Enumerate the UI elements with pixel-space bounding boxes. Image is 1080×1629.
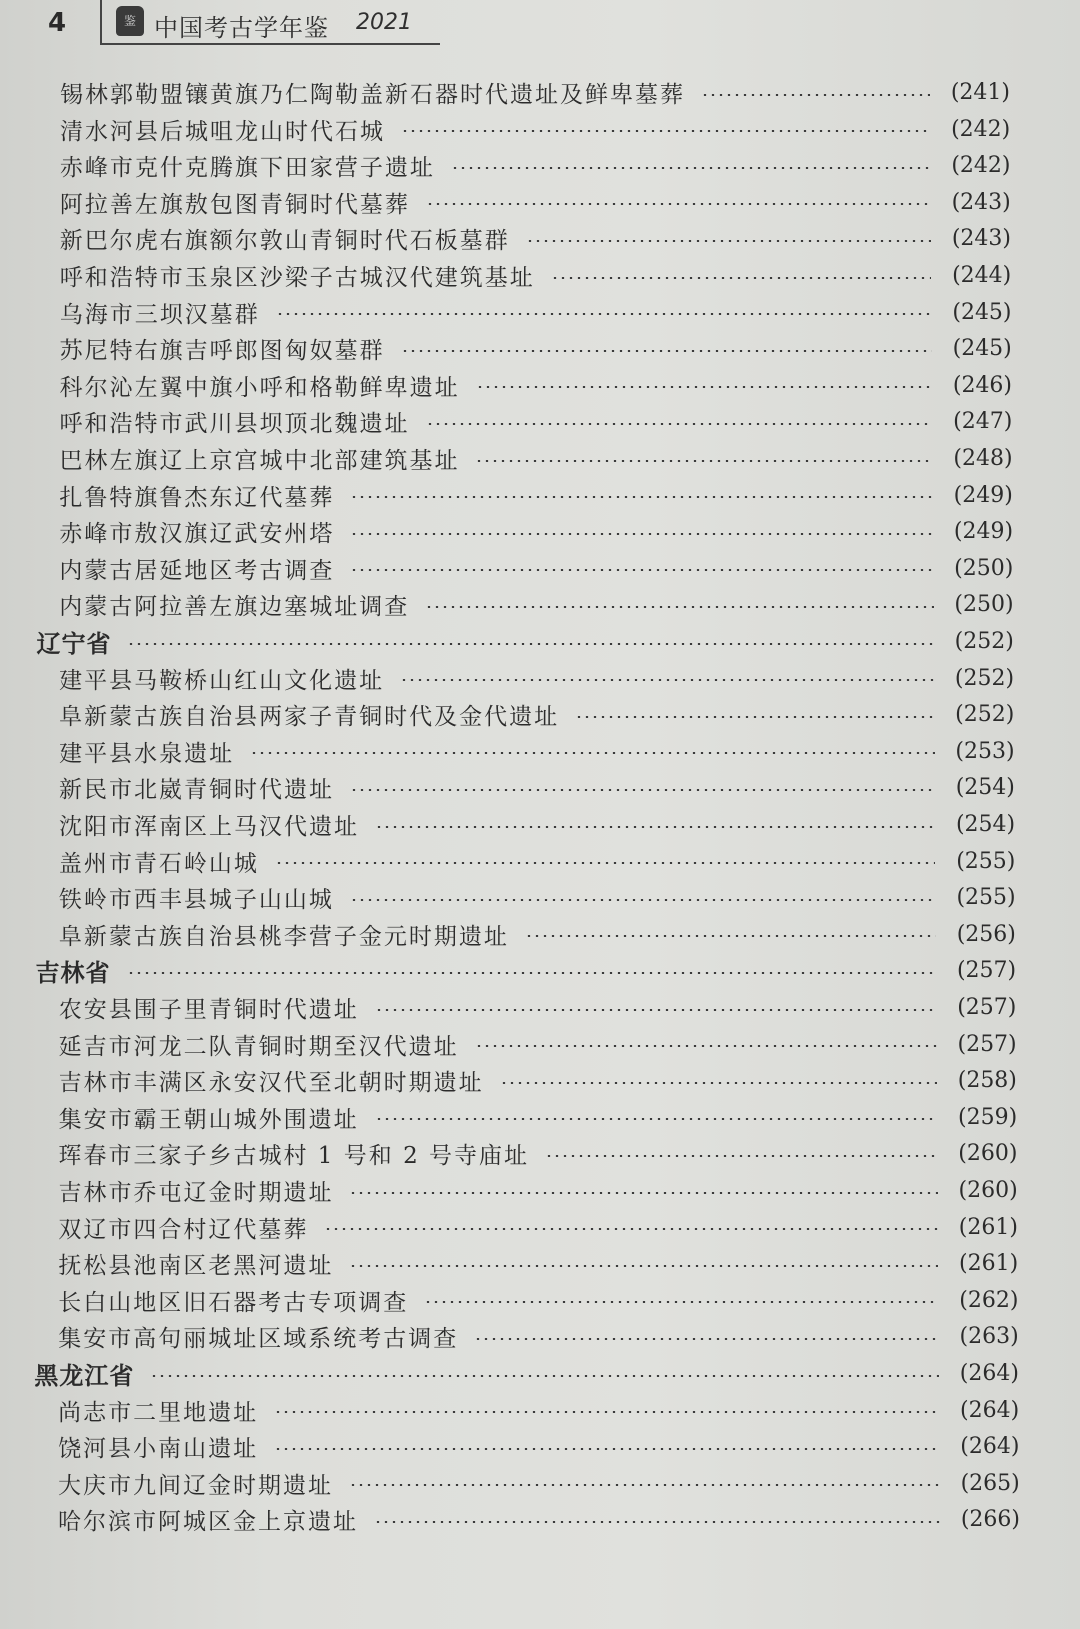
toc-page-number: (252)	[955, 702, 1015, 728]
toc-leader-dots	[349, 1484, 940, 1486]
toc-entry-title: 新巴尔虎右旗额尔敦山青铜时代石板墓群	[59, 228, 510, 255]
toc-entry-title: 赤峰市克什克腾旗下田家营子遗址	[59, 155, 435, 182]
toc-entry-title: 珲春市三家子乡古城村 1 号和 2 号寺庙址	[58, 1143, 530, 1170]
toc-entry-title: 大庆市九间辽金时期遗址	[58, 1472, 334, 1499]
toc-page-number: (257)	[957, 1031, 1017, 1057]
yearbook-year: 2021	[356, 10, 412, 35]
toc-entry-row	[58, 1282, 1018, 1319]
emblem-text: 鉴	[123, 14, 136, 28]
toc-page-number: (260)	[958, 1141, 1018, 1167]
toc-entry-row	[58, 1465, 1020, 1502]
toc-leader-dots	[275, 862, 935, 864]
toc-entry-row	[60, 257, 1012, 294]
toc-page-number: (242)	[951, 116, 1011, 142]
toc-leader-dots	[127, 643, 933, 645]
toc-entry-title: 哈尔滨市阿城区金上京遗址	[58, 1509, 358, 1536]
toc-leader-dots	[324, 1228, 938, 1230]
toc-leader-dots	[701, 94, 930, 96]
toc-entry-title: 双辽市四合村辽代墓葬	[58, 1216, 309, 1243]
toc-page-number: (252)	[954, 629, 1014, 654]
toc-entry-title: 科尔沁左翼中旗小呼和格勒鲜卑遗址	[59, 374, 460, 401]
toc-leader-dots	[350, 496, 932, 498]
toc-entry-row	[58, 1209, 1018, 1246]
toc-leader-dots	[401, 130, 930, 132]
toc-page-number: (249)	[953, 519, 1014, 545]
toc-entry-title: 赤峰市敖汉旗辽武安州塔	[59, 521, 335, 548]
toc-entry-row	[59, 879, 1016, 916]
toc-page-number: (258)	[957, 1068, 1017, 1094]
toc-page-number: (244)	[952, 263, 1012, 288]
toc-entry-title: 吉林市丰满区永安汉代至北朝时期遗址	[58, 1070, 484, 1097]
toc-entry-title: 锡林郭勒盟镶黄旗乃仁陶勒盖新石器时代遗址及鲜卑墓葬	[60, 82, 685, 108]
toc-leader-dots	[276, 313, 932, 315]
toc-page-number: (242)	[951, 153, 1011, 179]
toc-page-number: (255)	[956, 885, 1016, 911]
toc-entry-row	[58, 1245, 1018, 1282]
toc-entry-row	[59, 440, 1012, 477]
toc-page-number: (254)	[955, 775, 1015, 801]
toc-page-number: (264)	[960, 1397, 1020, 1423]
toc-page-number: (250)	[954, 592, 1014, 618]
toc-entry-row	[59, 1099, 1018, 1136]
toc-entry-row	[58, 1318, 1018, 1355]
toc-entry-row	[59, 586, 1013, 623]
toc-leader-dots	[575, 716, 934, 718]
toc-section-title: 吉林省	[35, 959, 111, 988]
toc-page-number: (248)	[953, 446, 1013, 471]
toc-leader-dots	[474, 1338, 938, 1340]
toc-section-title: 黑龙江省	[34, 1362, 135, 1390]
toc-page-number: (245)	[952, 336, 1012, 362]
toc-entry-title: 内蒙古阿拉善左旗边塞城址调查	[59, 594, 410, 621]
toc-page-number: (243)	[951, 226, 1011, 252]
toc-leader-dots	[545, 1155, 937, 1157]
toc-entry-row	[59, 989, 1017, 1026]
toc-leader-dots	[350, 899, 936, 901]
toc-entry-title: 吉林市乔屯辽金时期遗址	[58, 1180, 334, 1206]
toc-leader-dots	[400, 679, 934, 681]
toc-leader-dots	[401, 350, 932, 352]
toc-page-number: (260)	[958, 1178, 1018, 1203]
toc-leader-dots	[424, 1301, 938, 1303]
toc-page-number: (249)	[953, 482, 1013, 508]
page-number: 4	[48, 8, 67, 38]
toc-page-number: (255)	[956, 848, 1016, 874]
toc-entry-title: 内蒙古居延地区考古调查	[59, 557, 335, 584]
toc-entry-row	[59, 916, 1016, 953]
toc-entry-row	[59, 513, 1013, 550]
header-vertical-rule	[100, 0, 102, 44]
toc-page-number: (264)	[960, 1434, 1020, 1460]
toc-leader-dots	[150, 1375, 939, 1377]
toc-page-number: (243)	[951, 189, 1011, 215]
toc-entry-row	[60, 403, 1013, 440]
toc-entry-title: 集安市高句丽城址区域系统考古调查	[58, 1326, 459, 1353]
toc-leader-dots	[475, 1045, 937, 1047]
toc-entry-title: 乌海市三坝汉墓群	[59, 301, 260, 328]
toc-leader-dots	[526, 240, 931, 242]
toc-page-number: (257)	[956, 958, 1017, 984]
toc-leader-dots	[525, 935, 936, 937]
toc-entry-row	[60, 147, 1011, 184]
toc-leader-dots	[127, 972, 937, 974]
toc-entry-row	[59, 1026, 1017, 1063]
toc-page-number: (245)	[952, 299, 1012, 325]
toc-leader-dots	[475, 460, 932, 462]
toc-entry-row	[60, 111, 1010, 148]
toc-entry-row	[58, 1501, 1020, 1538]
toc-entry-title: 尚志市二里地遗址	[58, 1399, 259, 1426]
toc-entry-row	[58, 1428, 1019, 1465]
toc-entry-title: 阜新蒙古族自治县桃李营子金元时期遗址	[58, 923, 509, 950]
toc-entry-row	[60, 294, 1012, 331]
toc-entry-row	[59, 1062, 1017, 1099]
toc-entry-title: 饶河县小南山遗址	[58, 1436, 259, 1463]
toc-leader-dots	[350, 533, 933, 535]
toc-page-number: (262)	[959, 1287, 1019, 1313]
toc-page-number: (264)	[959, 1361, 1019, 1386]
toc-entry-row	[60, 184, 1011, 221]
toc-section-title: 辽宁省	[36, 630, 112, 658]
toc-page-number: (254)	[955, 812, 1016, 837]
toc-leader-dots	[250, 752, 935, 754]
toc-leader-dots	[350, 789, 935, 791]
toc-page-number: (265)	[960, 1470, 1020, 1496]
toc-entry-row	[58, 1392, 1019, 1429]
toc-entry-title: 铁岭市西丰县城子山山城	[58, 887, 334, 914]
toc-entry-row	[59, 477, 1012, 514]
toc-page-number: (246)	[952, 372, 1013, 398]
toc-entry-row	[59, 696, 1014, 733]
toc-entry-row	[59, 660, 1014, 697]
toc-entry-title: 长白山地区旧石器考古专项调查	[58, 1289, 409, 1316]
toc-leader-dots	[451, 167, 931, 169]
toc-page-number: (247)	[953, 409, 1013, 435]
toc-page-number: (261)	[958, 1214, 1018, 1240]
toc-page-number: (257)	[957, 995, 1017, 1020]
toc-leader-dots	[375, 1009, 937, 1011]
toc-entry-title: 建平县水泉遗址	[59, 740, 235, 767]
toc-entry-title: 呼和浩特市武川县坝顶北魏遗址	[59, 411, 410, 438]
toc-leader-dots	[425, 606, 933, 608]
toc-page-number: (259)	[958, 1104, 1018, 1130]
toc-entry-title: 阿拉善左旗敖包图青铜时代墓葬	[59, 191, 410, 218]
toc-entry-title: 沈阳市浑南区上马汉代遗址	[58, 814, 359, 840]
toc-entry-title: 呼和浩特市玉泉区沙梁子古城汉代建筑基址	[59, 265, 535, 291]
toc-page-number: (256)	[956, 921, 1016, 947]
toc-page-number: (253)	[955, 738, 1015, 764]
toc-entry-title: 巴林左旗辽上京宫城中北部建筑基址	[59, 448, 460, 474]
toc-leader-dots	[274, 1411, 939, 1413]
toc-entry-row	[59, 1135, 1018, 1172]
toc-entry-row	[59, 806, 1015, 843]
toc-entry-row	[60, 330, 1012, 367]
toc-entry-row	[59, 769, 1015, 806]
toc-page-number: (252)	[954, 665, 1015, 691]
toc-entry-title: 盖州市青石岭山城	[58, 850, 259, 877]
toc-leader-dots	[375, 826, 935, 828]
toc-leader-dots	[374, 1521, 940, 1523]
yearbook-title: 中国考古学年鉴	[154, 14, 329, 42]
toc-leader-dots	[426, 203, 931, 205]
toc-entry-title: 建平县马鞍桥山红山文化遗址	[59, 667, 385, 694]
toc-leader-dots	[349, 1192, 937, 1194]
toc-entry-title: 扎鲁特旗鲁杰东辽代墓葬	[59, 484, 335, 511]
toc-entry-row	[59, 733, 1015, 770]
toc-leader-dots	[350, 569, 933, 571]
toc-entry-title: 农安县围子里青铜时代遗址	[58, 997, 359, 1023]
yearbook-emblem-logo	[116, 6, 144, 36]
toc-section-row	[36, 952, 1017, 989]
toc-leader-dots	[349, 1265, 938, 1267]
toc-page-number: (261)	[959, 1251, 1019, 1277]
toc-entry-row	[60, 74, 1010, 111]
toc-entry-title: 清水河县后城咀龙山时代石城	[59, 118, 385, 145]
toc-entry-title: 苏尼特右旗吉呼郎图匈奴墓群	[59, 338, 385, 365]
toc-entry-row	[59, 843, 1015, 880]
toc-entry-title: 集安市霸王朝山城外围遗址	[58, 1106, 359, 1133]
toc-entry-row	[60, 367, 1012, 404]
toc-page-number: (241)	[950, 80, 1010, 105]
toc-section-row	[34, 1355, 1019, 1392]
running-header	[0, 0, 1080, 50]
toc-leader-dots	[551, 277, 932, 279]
toc-page-number: (250)	[954, 555, 1014, 581]
toc-page-number: (266)	[960, 1507, 1020, 1533]
toc-page-number: (263)	[959, 1324, 1019, 1350]
toc-leader-dots	[274, 1448, 939, 1450]
toc-entry-title: 新民市北崴青铜时代遗址	[59, 777, 335, 804]
toc-leader-dots	[500, 1082, 937, 1084]
toc-entry-title: 抚松县池南区老黑河遗址	[58, 1253, 334, 1280]
toc-leader-dots	[476, 386, 932, 388]
toc-entry-title: 阜新蒙古族自治县两家子青铜时代及金代遗址	[59, 704, 560, 731]
toc-entry-title: 延吉市河龙二队青铜时期至汉代遗址	[58, 1033, 459, 1060]
toc-entry-row	[58, 1172, 1017, 1209]
toc-entry-row	[60, 220, 1011, 257]
header-horizontal-rule	[100, 43, 440, 45]
toc-leader-dots	[375, 1118, 938, 1120]
toc-entry-row	[59, 550, 1013, 587]
toc-leader-dots	[426, 423, 933, 425]
toc-section-row	[36, 623, 1013, 660]
